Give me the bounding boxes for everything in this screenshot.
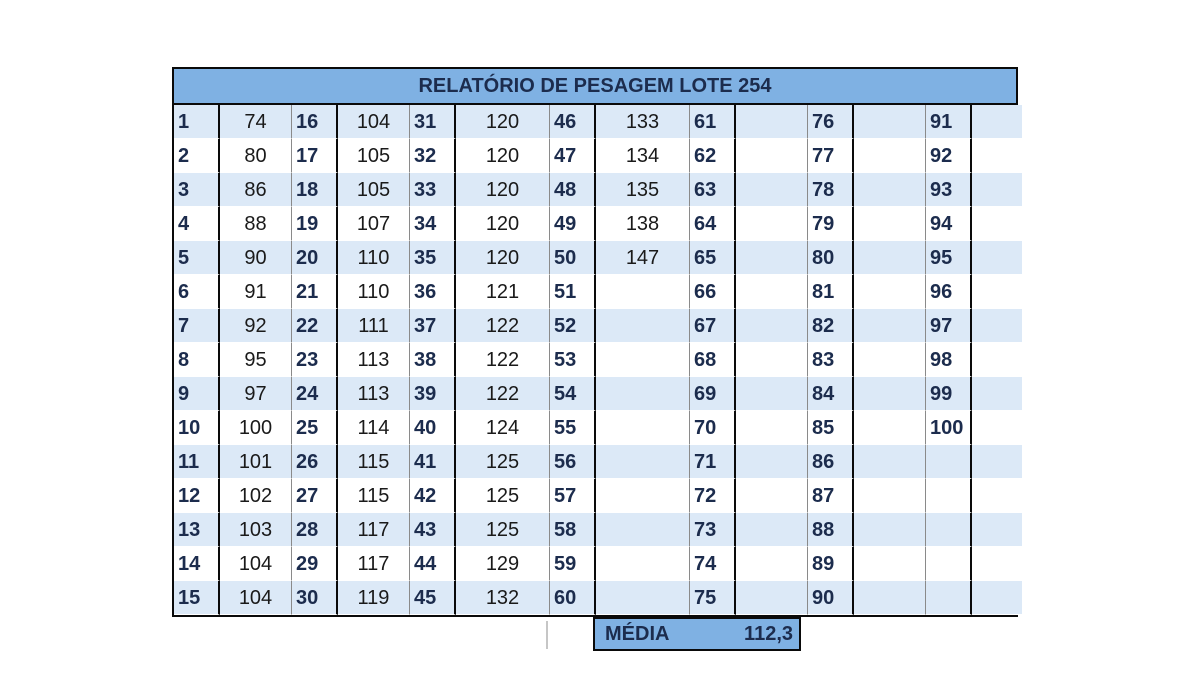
animal-weight: [972, 445, 1022, 479]
animal-weight: [854, 547, 926, 581]
animal-weight: [736, 377, 808, 411]
animal-weight: [596, 411, 690, 445]
animal-weight: 113: [338, 377, 410, 411]
animal-number: 70: [690, 411, 736, 445]
animal-weight: 132: [456, 581, 550, 615]
animal-number: 54: [550, 377, 596, 411]
animal-weight: 110: [338, 275, 410, 309]
animal-weight: [972, 479, 1022, 513]
animal-weight: [854, 513, 926, 547]
animal-number: 63: [690, 173, 736, 207]
animal-number: 15: [174, 581, 220, 615]
animal-number: 5: [174, 241, 220, 275]
animal-number: 21: [292, 275, 338, 309]
animal-weight: 117: [338, 513, 410, 547]
animal-weight: 105: [338, 173, 410, 207]
animal-number: 16: [292, 105, 338, 139]
animal-weight: [854, 241, 926, 275]
animal-number: 43: [410, 513, 456, 547]
animal-weight: [596, 513, 690, 547]
animal-number: 80: [808, 241, 854, 275]
animal-weight: [854, 479, 926, 513]
animal-number: 92: [926, 139, 972, 173]
animal-number: 2: [174, 139, 220, 173]
animal-number: 98: [926, 343, 972, 377]
animal-weight: 114: [338, 411, 410, 445]
animal-number: 22: [292, 309, 338, 343]
animal-weight: [736, 173, 808, 207]
animal-number: 13: [174, 513, 220, 547]
animal-weight: 104: [220, 581, 292, 615]
animal-weight: [736, 309, 808, 343]
animal-number: 24: [292, 377, 338, 411]
animal-number: 64: [690, 207, 736, 241]
animal-number: 88: [808, 513, 854, 547]
animal-weight: [736, 105, 808, 139]
animal-weight: 91: [220, 275, 292, 309]
animal-weight: [736, 513, 808, 547]
animal-number: 52: [550, 309, 596, 343]
animal-weight: [854, 581, 926, 615]
animal-weight: [596, 309, 690, 343]
animal-number: [926, 479, 972, 513]
animal-number: 28: [292, 513, 338, 547]
animal-weight: [854, 207, 926, 241]
animal-number: 6: [174, 275, 220, 309]
animal-weight: 111: [338, 309, 410, 343]
animal-weight: [972, 411, 1022, 445]
animal-number: 29: [292, 547, 338, 581]
animal-number: 35: [410, 241, 456, 275]
animal-number: 42: [410, 479, 456, 513]
animal-number: 95: [926, 241, 972, 275]
animal-number: 83: [808, 343, 854, 377]
animal-weight: 121: [456, 275, 550, 309]
animal-number: 17: [292, 139, 338, 173]
animal-weight: 97: [220, 377, 292, 411]
animal-number: 37: [410, 309, 456, 343]
animal-number: 58: [550, 513, 596, 547]
animal-weight: 100: [220, 411, 292, 445]
animal-number: 79: [808, 207, 854, 241]
animal-number: 8: [174, 343, 220, 377]
animal-weight: [972, 139, 1022, 173]
animal-weight: 90: [220, 241, 292, 275]
animal-number: 74: [690, 547, 736, 581]
animal-weight: [972, 207, 1022, 241]
animal-weight: 115: [338, 479, 410, 513]
animal-weight: [854, 343, 926, 377]
animal-weight: 104: [338, 105, 410, 139]
animal-number: 71: [690, 445, 736, 479]
animal-weight: [736, 479, 808, 513]
animal-number: 87: [808, 479, 854, 513]
animal-number: 76: [808, 105, 854, 139]
animal-number: 60: [550, 581, 596, 615]
animal-number: 7: [174, 309, 220, 343]
animal-weight: [736, 547, 808, 581]
animal-number: 19: [292, 207, 338, 241]
animal-number: 72: [690, 479, 736, 513]
animal-number: 26: [292, 445, 338, 479]
animal-number: 50: [550, 241, 596, 275]
animal-number: 84: [808, 377, 854, 411]
animal-number: 27: [292, 479, 338, 513]
animal-weight: 133: [596, 105, 690, 139]
report-title: RELATÓRIO DE PESAGEM LOTE 254: [174, 69, 1016, 105]
animal-number: 99: [926, 377, 972, 411]
animal-weight: [972, 275, 1022, 309]
animal-weight: 120: [456, 241, 550, 275]
animal-number: 61: [690, 105, 736, 139]
average-value: 112,3: [744, 622, 793, 645]
animal-number: 65: [690, 241, 736, 275]
animal-number: 89: [808, 547, 854, 581]
animal-weight: [596, 479, 690, 513]
animal-weight: [972, 241, 1022, 275]
animal-number: 11: [174, 445, 220, 479]
animal-weight: [972, 547, 1022, 581]
animal-number: [926, 581, 972, 615]
animal-number: 90: [808, 581, 854, 615]
animal-weight: [972, 343, 1022, 377]
animal-weight: 101: [220, 445, 292, 479]
animal-number: 67: [690, 309, 736, 343]
animal-number: [926, 513, 972, 547]
animal-number: 93: [926, 173, 972, 207]
animal-weight: 125: [456, 479, 550, 513]
animal-weight: 120: [456, 139, 550, 173]
animal-weight: [736, 207, 808, 241]
animal-weight: [854, 411, 926, 445]
animal-weight: [736, 411, 808, 445]
animal-weight: 124: [456, 411, 550, 445]
animal-weight: [854, 377, 926, 411]
animal-weight: [854, 173, 926, 207]
animal-weight: [972, 309, 1022, 343]
animal-weight: 103: [220, 513, 292, 547]
animal-weight: [736, 139, 808, 173]
animal-number: 34: [410, 207, 456, 241]
animal-number: 4: [174, 207, 220, 241]
animal-weight: 86: [220, 173, 292, 207]
animal-weight: [736, 445, 808, 479]
animal-number: 47: [550, 139, 596, 173]
animal-weight: 80: [220, 139, 292, 173]
animal-weight: [972, 173, 1022, 207]
animal-weight: [596, 343, 690, 377]
animal-number: 56: [550, 445, 596, 479]
animal-weight: 105: [338, 139, 410, 173]
animal-weight: 107: [338, 207, 410, 241]
animal-number: 10: [174, 411, 220, 445]
animal-number: 39: [410, 377, 456, 411]
animal-number: 45: [410, 581, 456, 615]
animal-weight: [736, 275, 808, 309]
animal-number: 49: [550, 207, 596, 241]
animal-number: 62: [690, 139, 736, 173]
animal-number: 81: [808, 275, 854, 309]
animal-number: 41: [410, 445, 456, 479]
animal-number: 100: [926, 411, 972, 445]
animal-weight: [596, 581, 690, 615]
animal-weight: 125: [456, 445, 550, 479]
animal-weight: [854, 105, 926, 139]
animal-number: 36: [410, 275, 456, 309]
animal-weight: 102: [220, 479, 292, 513]
animal-number: 78: [808, 173, 854, 207]
animal-weight: 134: [596, 139, 690, 173]
animal-weight: 125: [456, 513, 550, 547]
animal-number: 23: [292, 343, 338, 377]
animal-weight: 120: [456, 207, 550, 241]
animal-number: 44: [410, 547, 456, 581]
animal-number: 66: [690, 275, 736, 309]
animal-number: 82: [808, 309, 854, 343]
animal-number: 59: [550, 547, 596, 581]
animal-number: 96: [926, 275, 972, 309]
animal-weight: 122: [456, 377, 550, 411]
animal-weight: 117: [338, 547, 410, 581]
animal-weight: 115: [338, 445, 410, 479]
animal-number: 55: [550, 411, 596, 445]
animal-weight: [972, 581, 1022, 615]
animal-number: 69: [690, 377, 736, 411]
animal-weight: 113: [338, 343, 410, 377]
animal-weight: [596, 377, 690, 411]
average-box: [593, 617, 801, 651]
animal-weight: 95: [220, 343, 292, 377]
animal-number: 57: [550, 479, 596, 513]
animal-weight: [596, 445, 690, 479]
animal-number: 1: [174, 105, 220, 139]
animal-weight: 88: [220, 207, 292, 241]
animal-weight: [854, 445, 926, 479]
animal-number: 97: [926, 309, 972, 343]
footer-divider: [546, 621, 548, 649]
animal-weight: 120: [456, 173, 550, 207]
weighing-report-table: [172, 67, 1018, 617]
animal-number: 20: [292, 241, 338, 275]
animal-weight: 135: [596, 173, 690, 207]
weights-grid: [174, 105, 1016, 615]
animal-number: 12: [174, 479, 220, 513]
animal-weight: 104: [220, 547, 292, 581]
animal-number: 75: [690, 581, 736, 615]
animal-weight: 129: [456, 547, 550, 581]
animal-number: 33: [410, 173, 456, 207]
animal-number: 18: [292, 173, 338, 207]
animal-weight: 120: [456, 105, 550, 139]
animal-number: [926, 547, 972, 581]
animal-weight: [736, 343, 808, 377]
animal-weight: 138: [596, 207, 690, 241]
animal-weight: 110: [338, 241, 410, 275]
animal-weight: [854, 275, 926, 309]
animal-weight: 74: [220, 105, 292, 139]
animal-number: 14: [174, 547, 220, 581]
animal-number: 53: [550, 343, 596, 377]
animal-number: 46: [550, 105, 596, 139]
animal-weight: [736, 241, 808, 275]
animal-number: 31: [410, 105, 456, 139]
animal-number: 3: [174, 173, 220, 207]
animal-number: 73: [690, 513, 736, 547]
animal-number: 85: [808, 411, 854, 445]
animal-number: 68: [690, 343, 736, 377]
animal-weight: 122: [456, 309, 550, 343]
animal-weight: [854, 139, 926, 173]
animal-number: 40: [410, 411, 456, 445]
animal-weight: 147: [596, 241, 690, 275]
animal-number: 94: [926, 207, 972, 241]
animal-weight: [972, 513, 1022, 547]
animal-weight: [736, 581, 808, 615]
animal-number: 86: [808, 445, 854, 479]
animal-number: 51: [550, 275, 596, 309]
animal-weight: [596, 547, 690, 581]
animal-weight: [854, 309, 926, 343]
animal-weight: 92: [220, 309, 292, 343]
animal-weight: [972, 105, 1022, 139]
animal-number: 38: [410, 343, 456, 377]
animal-number: 30: [292, 581, 338, 615]
animal-number: 25: [292, 411, 338, 445]
animal-weight: [972, 377, 1022, 411]
animal-number: 9: [174, 377, 220, 411]
average-label: MÉDIA: [605, 622, 670, 645]
animal-weight: 122: [456, 343, 550, 377]
animal-weight: 119: [338, 581, 410, 615]
animal-number: [926, 445, 972, 479]
animal-number: 91: [926, 105, 972, 139]
animal-number: 48: [550, 173, 596, 207]
animal-weight: [596, 275, 690, 309]
animal-number: 32: [410, 139, 456, 173]
animal-number: 77: [808, 139, 854, 173]
